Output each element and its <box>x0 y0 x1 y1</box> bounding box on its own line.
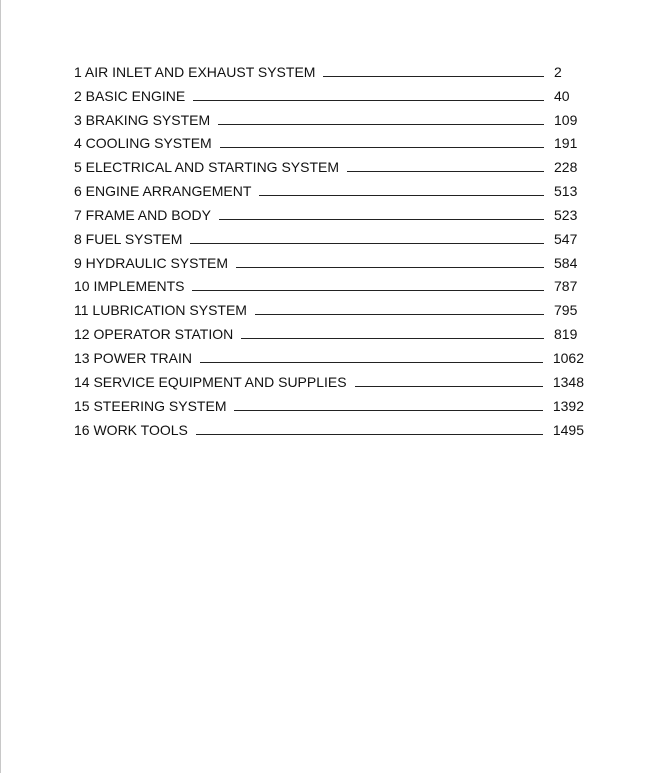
toc-entry-page: 1495 <box>552 421 584 438</box>
toc-entry-page: 513 <box>554 183 578 200</box>
toc-entry[interactable] <box>74 295 584 319</box>
toc-leader-line <box>196 434 543 435</box>
toc-entry-title: 1 AIR INLET AND EXHAUST SYSTEM <box>74 63 316 80</box>
toc-entry[interactable] <box>74 105 584 129</box>
toc-entry[interactable] <box>74 367 584 391</box>
toc-entry[interactable] <box>74 343 584 367</box>
toc-entry-page: 228 <box>554 159 578 176</box>
toc-leader-line <box>236 267 544 268</box>
toc-leader-line <box>192 290 544 291</box>
toc-entry-page: 109 <box>554 111 578 128</box>
toc-entry-title: 3 BRAKING SYSTEM <box>74 111 211 128</box>
toc-leader-line <box>200 362 543 363</box>
toc-entry-title: 12 OPERATOR STATION <box>74 326 234 343</box>
toc-entry-title: 11 LUBRICATION SYSTEM <box>74 302 247 319</box>
toc-entry[interactable] <box>74 415 584 439</box>
toc-entry-page: 1348 <box>552 373 584 390</box>
toc-leader-line <box>241 338 544 339</box>
toc-entry[interactable] <box>74 319 584 343</box>
toc-entry-title: 13 POWER TRAIN <box>74 349 192 366</box>
table-of-contents <box>74 57 584 439</box>
toc-leader-line <box>259 195 544 196</box>
toc-entry-page: 547 <box>554 230 578 247</box>
toc-entry-title: 4 COOLING SYSTEM <box>74 135 212 152</box>
toc-leader-line <box>193 100 544 101</box>
toc-entry-title: 16 WORK TOOLS <box>74 421 188 438</box>
toc-entry[interactable] <box>74 152 584 176</box>
toc-entry[interactable] <box>74 81 584 105</box>
toc-leader-line <box>219 219 544 220</box>
toc-entry-page: 819 <box>554 326 578 343</box>
toc-entry[interactable] <box>74 129 584 153</box>
toc-entry-title: 15 STEERING SYSTEM <box>74 397 227 414</box>
toc-leader-line <box>190 243 544 244</box>
toc-entry[interactable] <box>74 200 584 224</box>
toc-entry-title: 2 BASIC ENGINE <box>74 87 186 104</box>
toc-entry[interactable] <box>74 57 584 81</box>
toc-entry-page: 795 <box>554 302 578 319</box>
toc-entry-page: 523 <box>554 206 578 223</box>
toc-leader-line <box>323 76 544 77</box>
toc-entry-title: 5 ELECTRICAL AND STARTING SYSTEM <box>74 159 340 176</box>
toc-entry-page: 787 <box>554 278 578 295</box>
toc-entry[interactable] <box>74 272 584 296</box>
toc-entry-title: 9 HYDRAULIC SYSTEM <box>74 254 229 271</box>
toc-entry-page: 40 <box>554 87 570 104</box>
toc-entry-page: 584 <box>554 254 578 271</box>
toc-entry[interactable] <box>74 176 584 200</box>
toc-leader-line <box>218 124 544 125</box>
toc-entry-title: 10 IMPLEMENTS <box>74 278 185 295</box>
toc-leader-line <box>220 147 544 148</box>
toc-leader-line <box>355 386 543 387</box>
toc-entry-page: 1062 <box>552 349 584 366</box>
toc-leader-line <box>255 314 544 315</box>
toc-entry[interactable] <box>74 391 584 415</box>
toc-entry-page: 1392 <box>552 397 584 414</box>
toc-leader-line <box>347 171 544 172</box>
toc-entry-page: 2 <box>554 63 562 80</box>
toc-entry-title: 14 SERVICE EQUIPMENT AND SUPPLIES <box>74 373 347 390</box>
toc-entry-page: 191 <box>554 135 578 152</box>
toc-entry[interactable] <box>74 224 584 248</box>
toc-leader-line <box>234 410 542 411</box>
toc-entry-title: 7 FRAME AND BODY <box>74 206 211 223</box>
toc-entry-title: 6 ENGINE ARRANGEMENT <box>74 183 252 200</box>
toc-entry[interactable] <box>74 248 584 272</box>
toc-entry-title: 8 FUEL SYSTEM <box>74 230 183 247</box>
